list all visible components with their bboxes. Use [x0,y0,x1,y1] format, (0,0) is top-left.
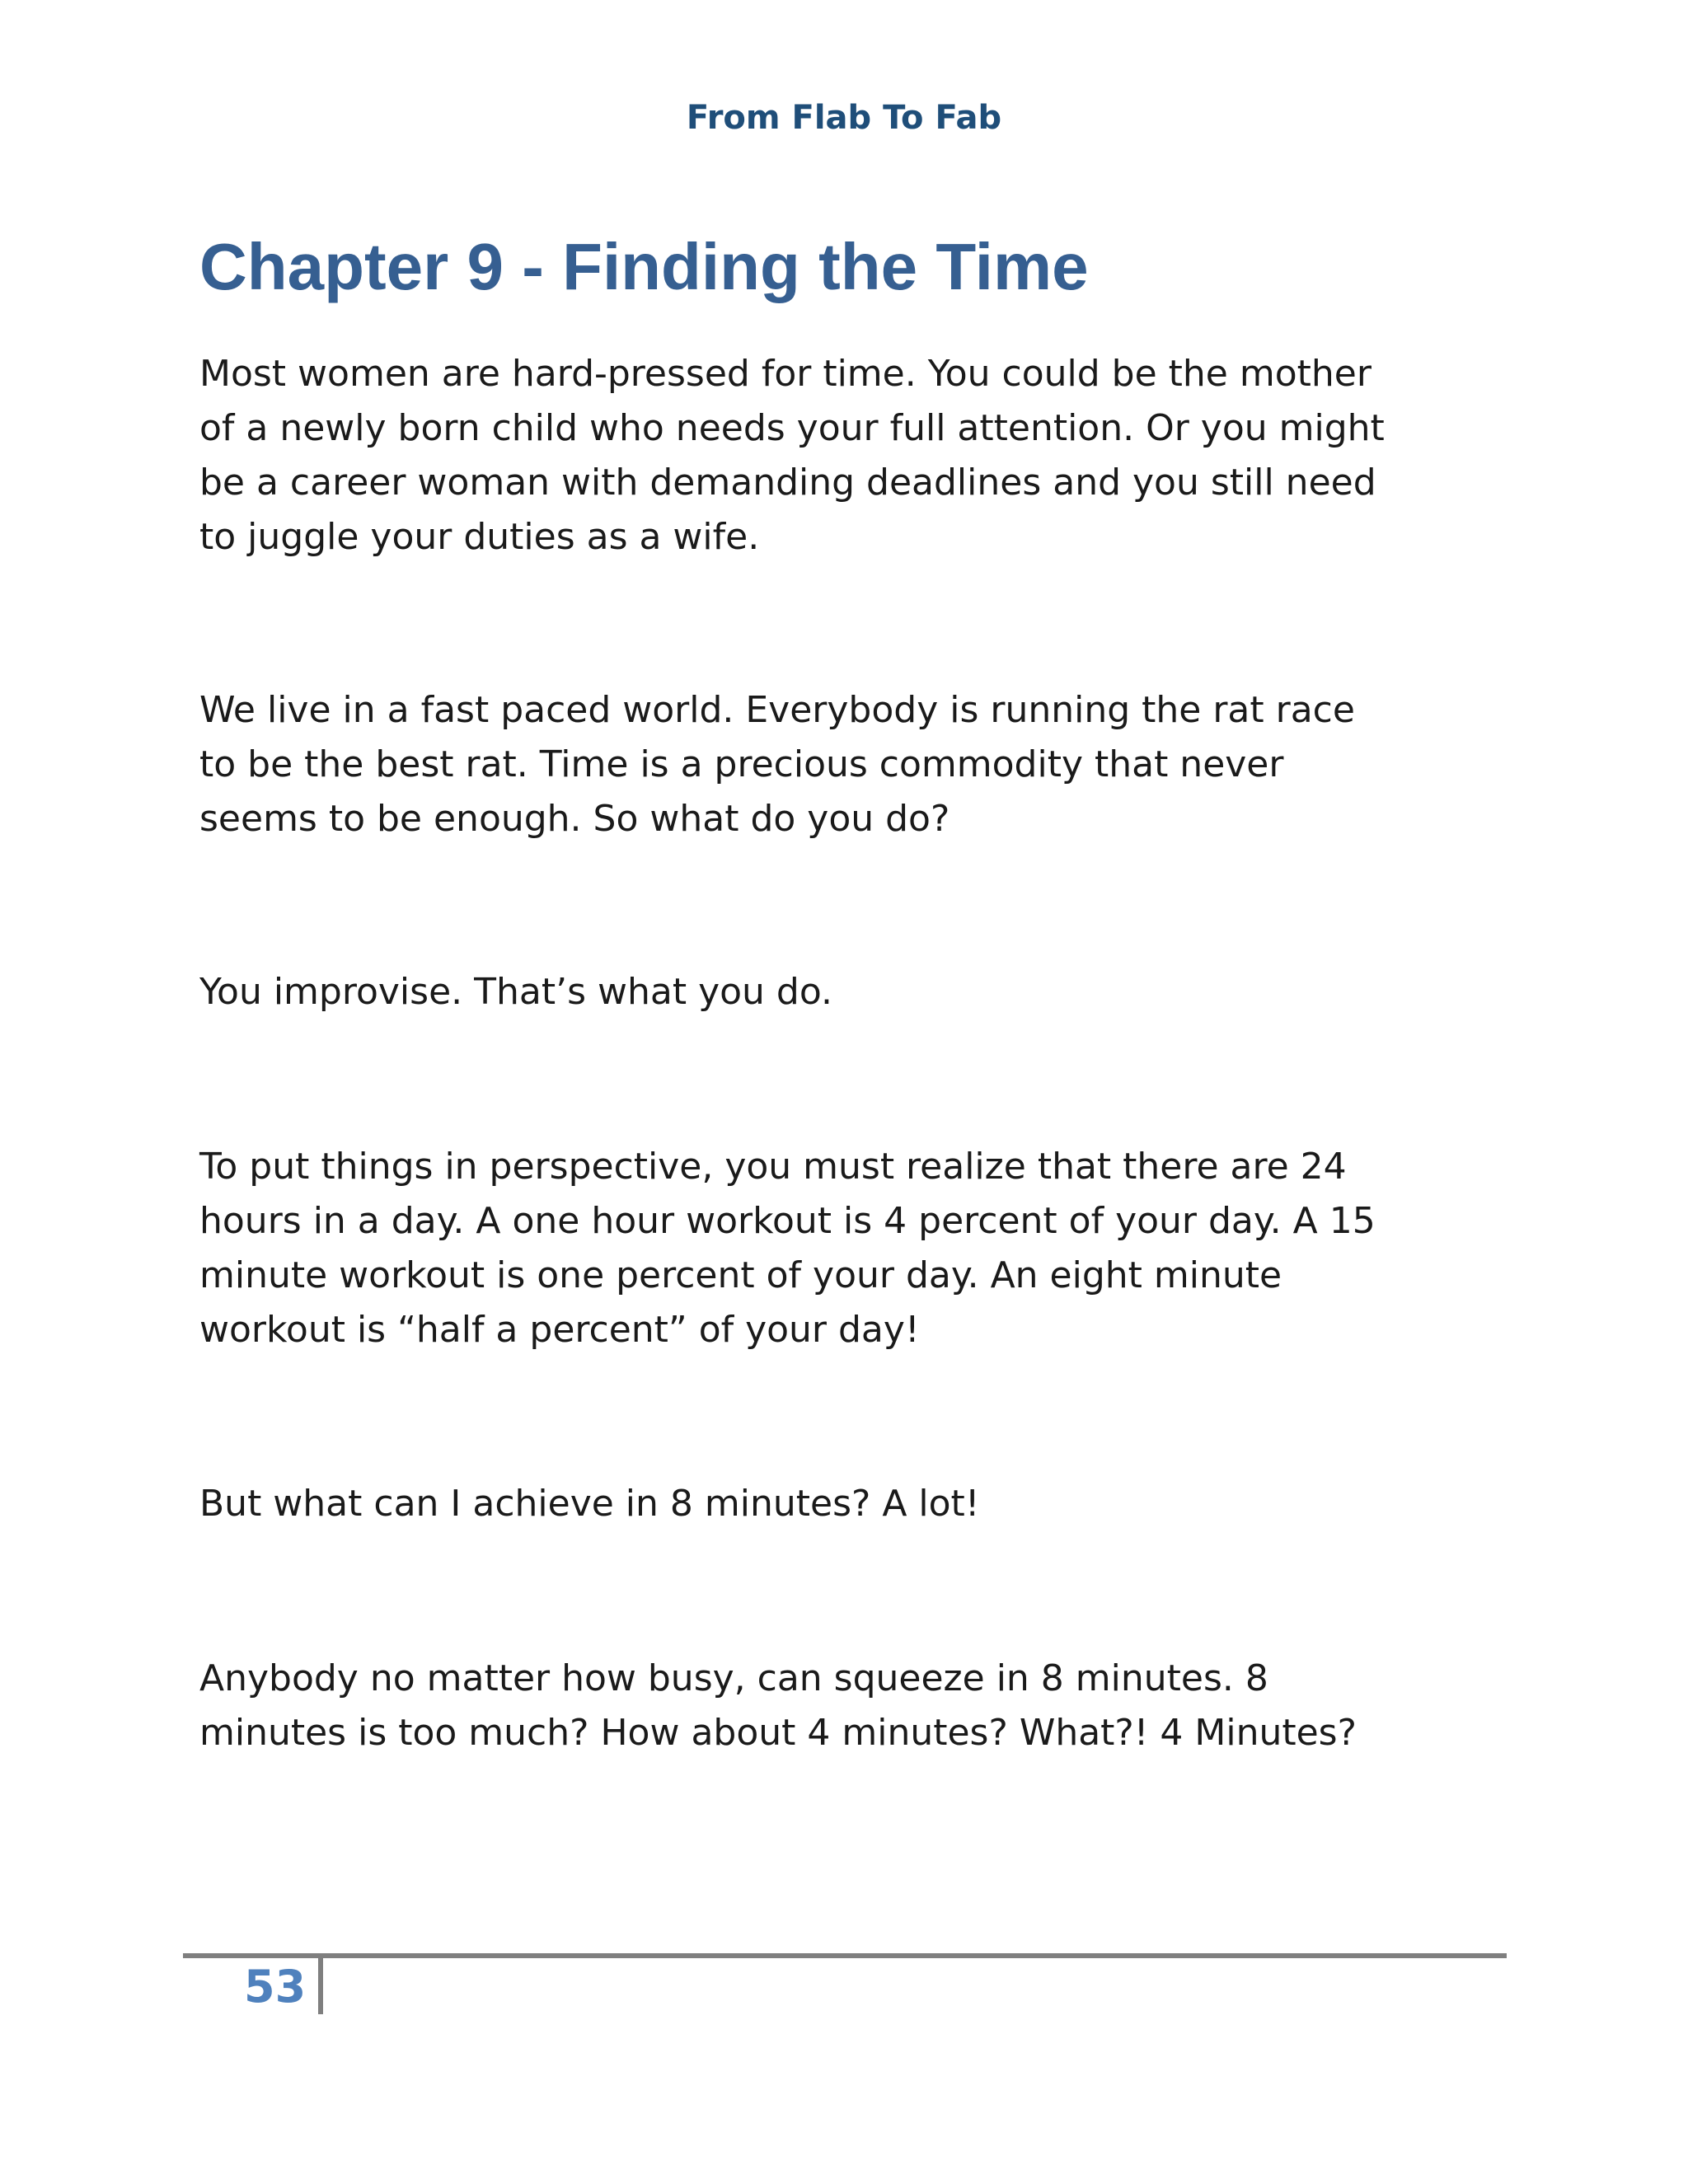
paragraph-6: Anybody no matter how busy, can squeeze in 8 minutes. 8 minutes is too much? How about 4 minutes? What?! 4 Minutes? [199,1657,1357,1754]
paragraph-4-block [199,1140,1518,1357]
paragraph-4: To put things in perspective, you must realize that there are 24 hours in a day. A one hour workout is 4 percent of your day. A 15 minute workout is one percent of your day. An eight minute workout is “half a percent” of your day! [199,1146,1376,1351]
paragraph-1-block [199,347,1518,565]
paragraph-3: You improvise. That’s what you do. [199,971,832,1013]
paragraph-1: Most women are hard-pressed for time. You could be the mother of a newly born child who needs your full attention. Or you might be a career woman with demanding deadlines and you still need to juggle your duties as a wife. [199,353,1385,558]
page-number: 53 [244,1961,307,2013]
paragraph-5: But what can I achieve in 8 minutes? A lot! [199,1483,980,1525]
page-number-divider [318,1958,323,2014]
running-header: From Flab To Fab [686,99,1002,137]
paragraph-2: We live in a fast paced world. Everybody is running the rat race to be the best rat. Time is a precious commodity that never seems to be enough. So what do you do? [199,689,1355,840]
paragraph-3-block [199,965,1518,1019]
chapter-title: Chapter 9 - Finding the Time [199,230,1089,303]
footer-rule [183,1953,1507,1958]
paragraph-2-block [199,683,1518,846]
paragraph-5-block [199,1477,1518,1531]
paragraph-6-block [199,1652,1518,1760]
